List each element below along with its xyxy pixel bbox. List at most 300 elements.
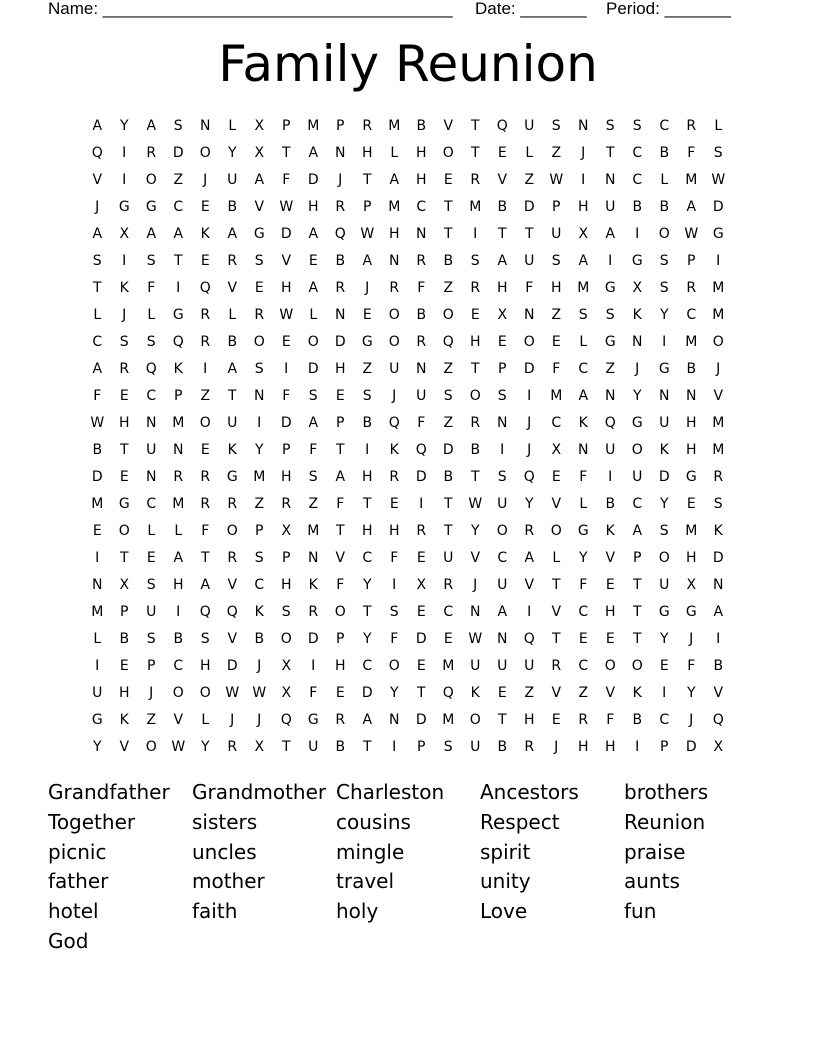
grid-letter[interactable]: M — [442, 712, 455, 728]
grid-letter[interactable]: S — [281, 604, 292, 620]
grid-letter[interactable]: B — [632, 712, 643, 728]
grid-letter[interactable]: S — [713, 496, 724, 512]
word-search-grid[interactable] — [84, 113, 732, 761]
grid-letter[interactable]: B — [416, 307, 427, 323]
grid-letter[interactable]: S — [119, 334, 130, 350]
grid-letter[interactable]: E — [119, 658, 130, 674]
grid-letter[interactable]: T — [470, 118, 481, 134]
grid-letter[interactable]: H — [361, 469, 374, 485]
grid-letter[interactable]: T — [443, 199, 454, 215]
grid-letter[interactable]: T — [362, 604, 373, 620]
grid-letter[interactable]: R — [119, 361, 130, 377]
grid-letter[interactable]: E — [281, 334, 292, 350]
grid-letter[interactable]: S — [362, 388, 373, 404]
grid-letter[interactable]: V — [92, 172, 103, 188]
grid-letter[interactable]: V — [497, 172, 508, 188]
grid-letter[interactable]: J — [257, 712, 262, 728]
grid-letter[interactable]: K — [119, 712, 130, 728]
grid-letter[interactable]: Z — [173, 172, 184, 188]
grid-letter[interactable]: V — [470, 550, 481, 566]
grid-letter[interactable]: B — [335, 739, 346, 755]
grid-letter[interactable]: K — [578, 415, 589, 431]
date-field[interactable]: Date: _______ — [475, 0, 587, 18]
grid-letter[interactable]: D — [307, 631, 320, 647]
grid-letter[interactable]: R — [335, 199, 346, 215]
grid-letter[interactable]: A — [227, 361, 238, 377]
grid-letter[interactable]: H — [280, 469, 293, 485]
grid-letter[interactable]: F — [93, 388, 102, 404]
grid-letter[interactable]: I — [527, 388, 532, 404]
grid-letter[interactable]: F — [687, 658, 696, 674]
grid-letter[interactable]: Z — [362, 361, 373, 377]
grid-letter[interactable]: N — [308, 550, 319, 566]
grid-letter[interactable]: X — [281, 658, 292, 674]
grid-letter[interactable]: J — [635, 361, 640, 377]
grid-letter[interactable]: F — [282, 388, 291, 404]
grid-letter[interactable]: I — [716, 631, 721, 647]
grid-letter[interactable]: J — [149, 685, 154, 701]
grid-letter[interactable]: G — [712, 226, 725, 242]
grid-letter[interactable]: D — [523, 361, 536, 377]
grid-letter[interactable]: B — [605, 496, 616, 512]
grid-letter[interactable]: O — [145, 172, 158, 188]
grid-letter[interactable]: Q — [334, 226, 347, 242]
grid-letter[interactable]: J — [554, 739, 559, 755]
grid-letter[interactable]: M — [307, 523, 320, 539]
grid-letter[interactable]: F — [579, 577, 588, 593]
grid-letter[interactable]: N — [605, 172, 616, 188]
grid-letter[interactable]: V — [713, 685, 724, 701]
grid-letter[interactable]: E — [686, 496, 697, 512]
grid-letter[interactable]: R — [524, 739, 535, 755]
grid-letter[interactable]: O — [199, 415, 212, 431]
grid-letter[interactable]: L — [147, 307, 156, 323]
grid-letter[interactable]: P — [660, 739, 669, 755]
grid-letter[interactable]: C — [443, 604, 454, 620]
grid-letter[interactable]: Q — [172, 334, 185, 350]
grid-letter[interactable]: N — [92, 577, 103, 593]
grid-letter[interactable]: N — [146, 415, 157, 431]
grid-letter[interactable]: G — [118, 199, 131, 215]
grid-letter[interactable]: F — [390, 631, 399, 647]
grid-letter[interactable]: D — [226, 658, 239, 674]
grid-letter[interactable]: R — [227, 739, 238, 755]
grid-letter[interactable]: H — [361, 523, 374, 539]
grid-letter[interactable]: O — [199, 685, 212, 701]
grid-letter[interactable]: V — [227, 577, 238, 593]
grid-letter[interactable]: W — [171, 739, 186, 755]
grid-letter[interactable]: A — [362, 253, 373, 269]
grid-letter[interactable]: R — [470, 172, 481, 188]
grid-letter[interactable]: H — [577, 199, 590, 215]
grid-letter[interactable]: Q — [415, 442, 428, 458]
grid-letter[interactable]: G — [604, 334, 617, 350]
grid-letter[interactable]: B — [659, 145, 670, 161]
grid-letter[interactable]: J — [203, 172, 208, 188]
grid-letter[interactable]: Q — [280, 712, 293, 728]
grid-letter[interactable]: T — [362, 739, 373, 755]
grid-letter[interactable]: Z — [200, 388, 211, 404]
grid-letter[interactable]: L — [201, 712, 210, 728]
grid-letter[interactable]: M — [712, 280, 725, 296]
grid-letter[interactable]: E — [497, 334, 508, 350]
grid-letter[interactable]: H — [550, 280, 563, 296]
grid-letter[interactable]: B — [362, 415, 373, 431]
grid-letter[interactable]: L — [579, 496, 588, 512]
grid-letter[interactable]: J — [122, 307, 127, 323]
grid-letter[interactable]: A — [497, 253, 508, 269]
grid-letter[interactable]: C — [173, 199, 184, 215]
grid-letter[interactable]: V — [605, 685, 616, 701]
grid-letter[interactable]: F — [282, 172, 291, 188]
grid-letter[interactable]: H — [469, 334, 482, 350]
grid-letter[interactable]: T — [362, 496, 373, 512]
grid-letter[interactable]: J — [257, 658, 262, 674]
grid-letter[interactable]: E — [308, 253, 319, 269]
grid-letter[interactable]: L — [309, 307, 318, 323]
grid-letter[interactable]: G — [118, 496, 131, 512]
grid-letter[interactable]: T — [173, 253, 184, 269]
grid-letter[interactable]: V — [281, 253, 292, 269]
grid-letter[interactable]: D — [307, 172, 320, 188]
grid-letter[interactable]: F — [336, 496, 345, 512]
grid-letter[interactable]: L — [93, 307, 102, 323]
grid-letter[interactable]: T — [524, 226, 535, 242]
grid-letter[interactable]: H — [361, 145, 374, 161]
grid-letter[interactable]: C — [362, 658, 373, 674]
grid-letter[interactable]: L — [174, 523, 183, 539]
grid-letter[interactable]: M — [577, 280, 590, 296]
grid-letter[interactable]: B — [173, 631, 184, 647]
grid-letter[interactable]: S — [470, 253, 481, 269]
grid-letter[interactable]: B — [254, 631, 265, 647]
grid-letter[interactable]: A — [578, 388, 589, 404]
grid-letter[interactable]: B — [497, 199, 508, 215]
grid-letter[interactable]: G — [361, 334, 374, 350]
grid-letter[interactable]: Q — [442, 334, 455, 350]
grid-letter[interactable]: S — [146, 253, 157, 269]
grid-letter[interactable]: R — [389, 280, 400, 296]
grid-letter[interactable]: H — [577, 739, 590, 755]
grid-letter[interactable]: G — [307, 712, 320, 728]
grid-letter[interactable]: A — [335, 469, 346, 485]
grid-letter[interactable]: E — [362, 307, 373, 323]
grid-letter[interactable]: M — [307, 118, 320, 134]
grid-letter[interactable]: H — [280, 280, 293, 296]
grid-letter[interactable]: K — [227, 442, 238, 458]
grid-letter[interactable]: V — [119, 739, 130, 755]
grid-letter[interactable]: Z — [524, 172, 535, 188]
grid-letter[interactable]: E — [443, 172, 454, 188]
grid-letter[interactable]: H — [118, 685, 131, 701]
grid-letter[interactable]: I — [500, 442, 505, 458]
grid-letter[interactable]: O — [658, 550, 671, 566]
grid-letter[interactable]: I — [419, 496, 424, 512]
period-field[interactable]: Period: _______ — [606, 0, 731, 18]
grid-letter[interactable]: J — [338, 172, 343, 188]
grid-letter[interactable]: K — [605, 523, 616, 539]
grid-letter[interactable]: U — [470, 658, 481, 674]
grid-letter[interactable]: R — [416, 253, 427, 269]
grid-letter[interactable]: S — [254, 253, 265, 269]
grid-letter[interactable]: Y — [362, 631, 373, 647]
grid-letter[interactable]: B — [92, 442, 103, 458]
grid-letter[interactable]: D — [658, 469, 671, 485]
grid-letter[interactable]: M — [172, 496, 185, 512]
grid-letter[interactable]: R — [416, 334, 427, 350]
grid-letter[interactable]: X — [551, 442, 562, 458]
grid-letter[interactable]: S — [308, 388, 319, 404]
grid-letter[interactable]: B — [686, 361, 697, 377]
grid-letter[interactable]: U — [524, 658, 535, 674]
grid-letter[interactable]: S — [659, 280, 670, 296]
grid-letter[interactable]: S — [659, 523, 670, 539]
grid-letter[interactable]: X — [416, 577, 427, 593]
grid-letter[interactable]: O — [388, 658, 401, 674]
grid-letter[interactable]: N — [686, 388, 697, 404]
grid-letter[interactable]: I — [608, 469, 613, 485]
grid-letter[interactable]: A — [254, 172, 265, 188]
grid-letter[interactable]: B — [470, 442, 481, 458]
grid-letter[interactable]: A — [578, 253, 589, 269]
grid-letter[interactable]: F — [390, 550, 399, 566]
grid-letter[interactable]: G — [631, 415, 644, 431]
grid-letter[interactable]: N — [632, 334, 643, 350]
grid-letter[interactable]: R — [470, 280, 481, 296]
grid-letter[interactable]: H — [118, 415, 131, 431]
grid-letter[interactable]: P — [336, 118, 345, 134]
grid-letter[interactable]: G — [253, 226, 266, 242]
grid-letter[interactable]: K — [308, 577, 319, 593]
grid-letter[interactable]: A — [362, 712, 373, 728]
grid-letter[interactable]: D — [280, 415, 293, 431]
grid-letter[interactable]: P — [120, 604, 129, 620]
grid-letter[interactable]: M — [685, 172, 698, 188]
grid-letter[interactable]: Y — [524, 496, 535, 512]
grid-letter[interactable]: O — [442, 307, 455, 323]
grid-letter[interactable]: U — [659, 415, 670, 431]
grid-letter[interactable]: O — [550, 523, 563, 539]
grid-letter[interactable]: J — [716, 361, 721, 377]
grid-letter[interactable]: I — [392, 577, 397, 593]
grid-letter[interactable]: I — [257, 415, 262, 431]
grid-letter[interactable]: Y — [659, 496, 670, 512]
grid-letter[interactable]: E — [443, 631, 454, 647]
grid-letter[interactable]: R — [335, 712, 346, 728]
grid-letter[interactable]: X — [254, 145, 265, 161]
grid-letter[interactable]: X — [632, 280, 643, 296]
grid-letter[interactable]: P — [687, 253, 696, 269]
grid-letter[interactable]: N — [200, 118, 211, 134]
grid-letter[interactable]: U — [308, 739, 319, 755]
grid-letter[interactable]: P — [633, 550, 642, 566]
grid-letter[interactable]: V — [227, 631, 238, 647]
grid-letter[interactable]: C — [632, 172, 643, 188]
grid-letter[interactable]: N — [497, 415, 508, 431]
grid-letter[interactable]: Y — [227, 145, 238, 161]
grid-letter[interactable]: I — [176, 280, 181, 296]
grid-letter[interactable]: W — [252, 685, 267, 701]
grid-letter[interactable]: L — [228, 307, 237, 323]
grid-letter[interactable]: O — [118, 523, 131, 539]
grid-letter[interactable]: A — [146, 118, 157, 134]
grid-letter[interactable]: M — [685, 523, 698, 539]
grid-letter[interactable]: C — [416, 199, 427, 215]
grid-letter[interactable]: B — [443, 469, 454, 485]
grid-letter[interactable]: E — [335, 388, 346, 404]
grid-letter[interactable]: N — [173, 442, 184, 458]
grid-letter[interactable]: S — [389, 604, 400, 620]
grid-letter[interactable]: E — [254, 280, 265, 296]
grid-letter[interactable]: S — [713, 145, 724, 161]
grid-letter[interactable]: Q — [199, 604, 212, 620]
grid-letter[interactable]: X — [686, 577, 697, 593]
grid-letter[interactable]: T — [470, 361, 481, 377]
grid-letter[interactable]: W — [468, 631, 483, 647]
grid-letter[interactable]: G — [658, 361, 671, 377]
grid-letter[interactable]: Y — [659, 631, 670, 647]
grid-letter[interactable]: A — [227, 226, 238, 242]
grid-letter[interactable]: G — [145, 199, 158, 215]
grid-letter[interactable]: E — [497, 685, 508, 701]
grid-letter[interactable]: Y — [659, 307, 670, 323]
grid-letter[interactable]: I — [122, 253, 127, 269]
grid-letter[interactable]: F — [309, 685, 318, 701]
grid-letter[interactable]: U — [443, 550, 454, 566]
grid-letter[interactable]: D — [523, 199, 536, 215]
grid-letter[interactable]: C — [254, 577, 265, 593]
grid-letter[interactable]: K — [254, 604, 265, 620]
grid-letter[interactable]: D — [415, 712, 428, 728]
grid-letter[interactable]: C — [146, 496, 157, 512]
grid-letter[interactable]: Q — [523, 469, 536, 485]
grid-letter[interactable]: L — [714, 118, 723, 134]
grid-letter[interactable]: U — [227, 172, 238, 188]
grid-letter[interactable]: R — [200, 334, 211, 350]
grid-letter[interactable]: K — [119, 280, 130, 296]
grid-letter[interactable]: T — [443, 226, 454, 242]
grid-letter[interactable]: R — [308, 604, 319, 620]
grid-letter[interactable]: S — [605, 307, 616, 323]
grid-letter[interactable]: C — [632, 496, 643, 512]
grid-letter[interactable]: T — [605, 145, 616, 161]
grid-letter[interactable]: S — [200, 631, 211, 647]
grid-letter[interactable]: X — [497, 307, 508, 323]
grid-letter[interactable]: O — [280, 631, 293, 647]
grid-letter[interactable]: N — [497, 631, 508, 647]
grid-letter[interactable]: S — [254, 361, 265, 377]
grid-letter[interactable]: K — [632, 307, 643, 323]
grid-letter[interactable]: J — [365, 280, 370, 296]
grid-letter[interactable]: C — [659, 712, 670, 728]
grid-letter[interactable]: P — [498, 361, 507, 377]
grid-letter[interactable]: T — [551, 631, 562, 647]
grid-letter[interactable]: T — [119, 550, 130, 566]
grid-letter[interactable]: U — [551, 226, 562, 242]
grid-letter[interactable]: W — [90, 415, 105, 431]
grid-letter[interactable]: N — [146, 469, 157, 485]
grid-letter[interactable]: Y — [119, 118, 130, 134]
grid-letter[interactable]: Y — [200, 739, 211, 755]
grid-letter[interactable]: O — [631, 658, 644, 674]
grid-letter[interactable]: O — [469, 388, 482, 404]
grid-letter[interactable]: H — [280, 577, 293, 593]
grid-letter[interactable]: C — [578, 604, 589, 620]
grid-letter[interactable]: D — [415, 469, 428, 485]
grid-letter[interactable]: A — [200, 577, 211, 593]
grid-letter[interactable]: O — [658, 226, 671, 242]
grid-letter[interactable]: C — [146, 388, 157, 404]
grid-letter[interactable]: K — [200, 226, 211, 242]
grid-letter[interactable]: G — [91, 712, 104, 728]
grid-letter[interactable]: F — [417, 415, 426, 431]
grid-letter[interactable]: S — [551, 118, 562, 134]
grid-letter[interactable]: R — [389, 469, 400, 485]
grid-letter[interactable]: I — [176, 604, 181, 620]
grid-letter[interactable]: B — [119, 631, 130, 647]
grid-letter[interactable]: G — [658, 604, 671, 620]
grid-letter[interactable]: R — [200, 307, 211, 323]
grid-letter[interactable]: A — [632, 523, 643, 539]
grid-letter[interactable]: T — [443, 523, 454, 539]
grid-letter[interactable]: X — [254, 118, 265, 134]
grid-letter[interactable]: B — [227, 334, 238, 350]
grid-letter[interactable]: W — [225, 685, 240, 701]
grid-letter[interactable]: P — [147, 658, 156, 674]
grid-letter[interactable]: T — [416, 685, 427, 701]
grid-letter[interactable]: K — [389, 442, 400, 458]
grid-letter[interactable]: U — [227, 415, 238, 431]
grid-letter[interactable]: I — [581, 172, 586, 188]
grid-letter[interactable]: M — [91, 604, 104, 620]
grid-letter[interactable]: U — [146, 604, 157, 620]
grid-letter[interactable]: Q — [442, 685, 455, 701]
grid-letter[interactable]: N — [389, 253, 400, 269]
grid-letter[interactable]: C — [92, 334, 103, 350]
grid-letter[interactable]: S — [497, 388, 508, 404]
grid-letter[interactable]: K — [659, 442, 670, 458]
grid-letter[interactable]: E — [146, 550, 157, 566]
grid-letter[interactable]: V — [443, 118, 454, 134]
grid-letter[interactable]: R — [200, 496, 211, 512]
grid-letter[interactable]: I — [122, 172, 127, 188]
grid-letter[interactable]: T — [497, 712, 508, 728]
grid-letter[interactable]: Y — [632, 388, 643, 404]
grid-letter[interactable]: Q — [145, 361, 158, 377]
grid-letter[interactable]: T — [335, 523, 346, 539]
grid-letter[interactable]: G — [631, 253, 644, 269]
grid-letter[interactable]: H — [415, 172, 428, 188]
grid-letter[interactable]: T — [443, 496, 454, 512]
grid-letter[interactable]: S — [659, 253, 670, 269]
grid-letter[interactable]: K — [470, 685, 481, 701]
grid-letter[interactable]: R — [227, 550, 238, 566]
grid-letter[interactable]: Z — [551, 307, 562, 323]
grid-letter[interactable]: O — [442, 145, 455, 161]
grid-letter[interactable]: Q — [712, 712, 725, 728]
grid-letter[interactable]: F — [606, 712, 615, 728]
grid-letter[interactable]: H — [685, 550, 698, 566]
grid-letter[interactable]: C — [686, 307, 697, 323]
grid-letter[interactable]: H — [388, 523, 401, 539]
grid-letter[interactable]: P — [282, 550, 291, 566]
grid-letter[interactable]: I — [365, 442, 370, 458]
grid-letter[interactable]: T — [470, 145, 481, 161]
grid-letter[interactable]: C — [551, 415, 562, 431]
grid-letter[interactable]: E — [551, 334, 562, 350]
grid-letter[interactable]: U — [470, 739, 481, 755]
grid-letter[interactable]: O — [604, 658, 617, 674]
